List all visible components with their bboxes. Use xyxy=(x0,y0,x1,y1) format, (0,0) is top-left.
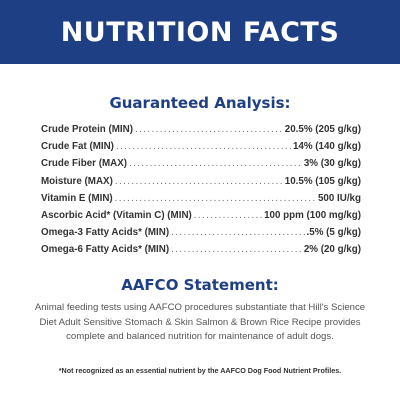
nutrient-label: Ascorbic Acid* (Vitamin C) (MIN) xyxy=(41,209,192,221)
nutrient-value: 20.5% (205 g/kg) xyxy=(284,124,361,135)
nutrient-value: 100 ppm (100 mg/kg) xyxy=(264,209,361,221)
nutrient-value: 500 IU/kg xyxy=(317,192,361,204)
nutrient-label: Crude Protein (MIN) xyxy=(41,124,133,135)
nutrient-value: 2% (20 g/kg) xyxy=(303,244,361,256)
nutrient-label: Omega-6 Fatty Acids* (MIN) xyxy=(41,244,170,256)
dot-leader xyxy=(115,176,283,187)
dot-leader xyxy=(115,193,316,204)
nutrient-value: 14% (140 g/kg) xyxy=(292,141,361,153)
analysis-row xyxy=(41,176,361,193)
title-banner xyxy=(0,0,400,64)
dot-leader xyxy=(116,141,291,152)
nutrient-value: .5% (5 g/kg) xyxy=(306,227,361,239)
analysis-row xyxy=(41,244,361,261)
aafco-statement-text: Animal feeding tests using AAFCO procedures substantiate that Hill's Science Diet Adult Sensitive Stomach & Skin Salmon & Brown Rice Recipe provides complete and balanced nutrition for maintenance of adult dogs. xyxy=(34,302,366,342)
nutrient-label: Vitamin E (MIN) xyxy=(41,192,113,204)
nutrient-label: Crude Fat (MIN) xyxy=(41,141,114,153)
aafco-statement-heading: AAFCO Statement: xyxy=(121,276,279,294)
page-title: NUTRITION FACTS xyxy=(60,16,340,48)
nutrient-label: Omega-3 Fatty Acids* (MIN) xyxy=(41,227,170,239)
nutrient-label: Moisture (MAX) xyxy=(41,175,113,187)
guaranteed-analysis-table xyxy=(41,124,361,262)
dot-leader xyxy=(129,158,302,169)
analysis-row xyxy=(41,210,361,227)
dot-leader xyxy=(194,210,262,221)
dot-leader xyxy=(171,244,302,255)
guaranteed-analysis-heading: Guaranteed Analysis: xyxy=(109,94,291,112)
nutrient-value: 10.5% (105 g/kg) xyxy=(284,175,361,187)
footnote: *Not recognized as an essential nutrient by the AAFCO Dog Food Nutrient Profiles. xyxy=(58,366,342,375)
nutrient-value: 3% (30 g/kg) xyxy=(303,158,361,170)
dot-leader xyxy=(171,227,304,238)
analysis-row xyxy=(41,193,361,210)
analysis-row xyxy=(41,141,361,158)
analysis-row xyxy=(41,227,361,244)
analysis-row xyxy=(41,158,361,175)
analysis-row xyxy=(41,124,361,141)
nutrient-label: Crude Fiber (MAX) xyxy=(41,158,127,170)
dot-leader xyxy=(135,124,283,135)
